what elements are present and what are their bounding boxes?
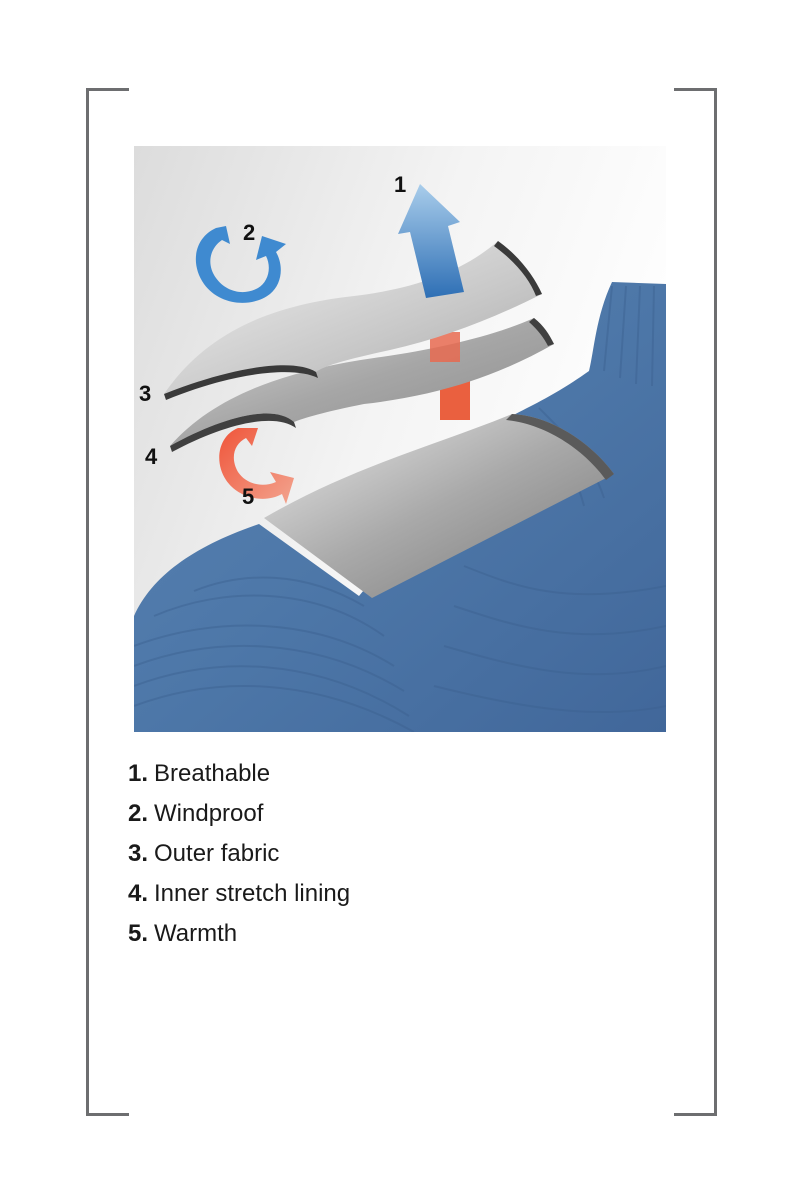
- legend-number: 4.: [128, 880, 149, 907]
- callout-1: 1: [394, 172, 407, 197]
- legend-item-outer-fabric: [128, 836, 350, 876]
- legend-label: Warmth: [154, 920, 238, 947]
- legend-label: Outer fabric: [154, 840, 280, 867]
- callout-4: 4: [145, 444, 158, 469]
- callout-3: 3: [139, 381, 152, 406]
- frame-bracket-right: [674, 88, 717, 1116]
- legend-item-warmth: [128, 916, 350, 956]
- legend-item-inner-lining: [128, 876, 350, 916]
- legend-label: Windproof: [154, 800, 264, 827]
- legend-label: Inner stretch lining: [154, 880, 351, 907]
- legend-item-windproof: [128, 796, 350, 836]
- legend-number: 3.: [128, 840, 149, 867]
- callout-2: 2: [243, 220, 256, 245]
- callout-5: 5: [242, 484, 255, 509]
- legend-number: 2.: [128, 800, 149, 827]
- legend-number: 1.: [128, 760, 149, 787]
- legend-label: Breathable: [154, 760, 271, 787]
- feature-legend: [128, 756, 350, 956]
- legend-number: 5.: [128, 920, 149, 947]
- frame-bracket-left: [86, 88, 129, 1116]
- legend-item-breathable: [128, 756, 350, 796]
- fabric-layers-illustration: [134, 146, 666, 732]
